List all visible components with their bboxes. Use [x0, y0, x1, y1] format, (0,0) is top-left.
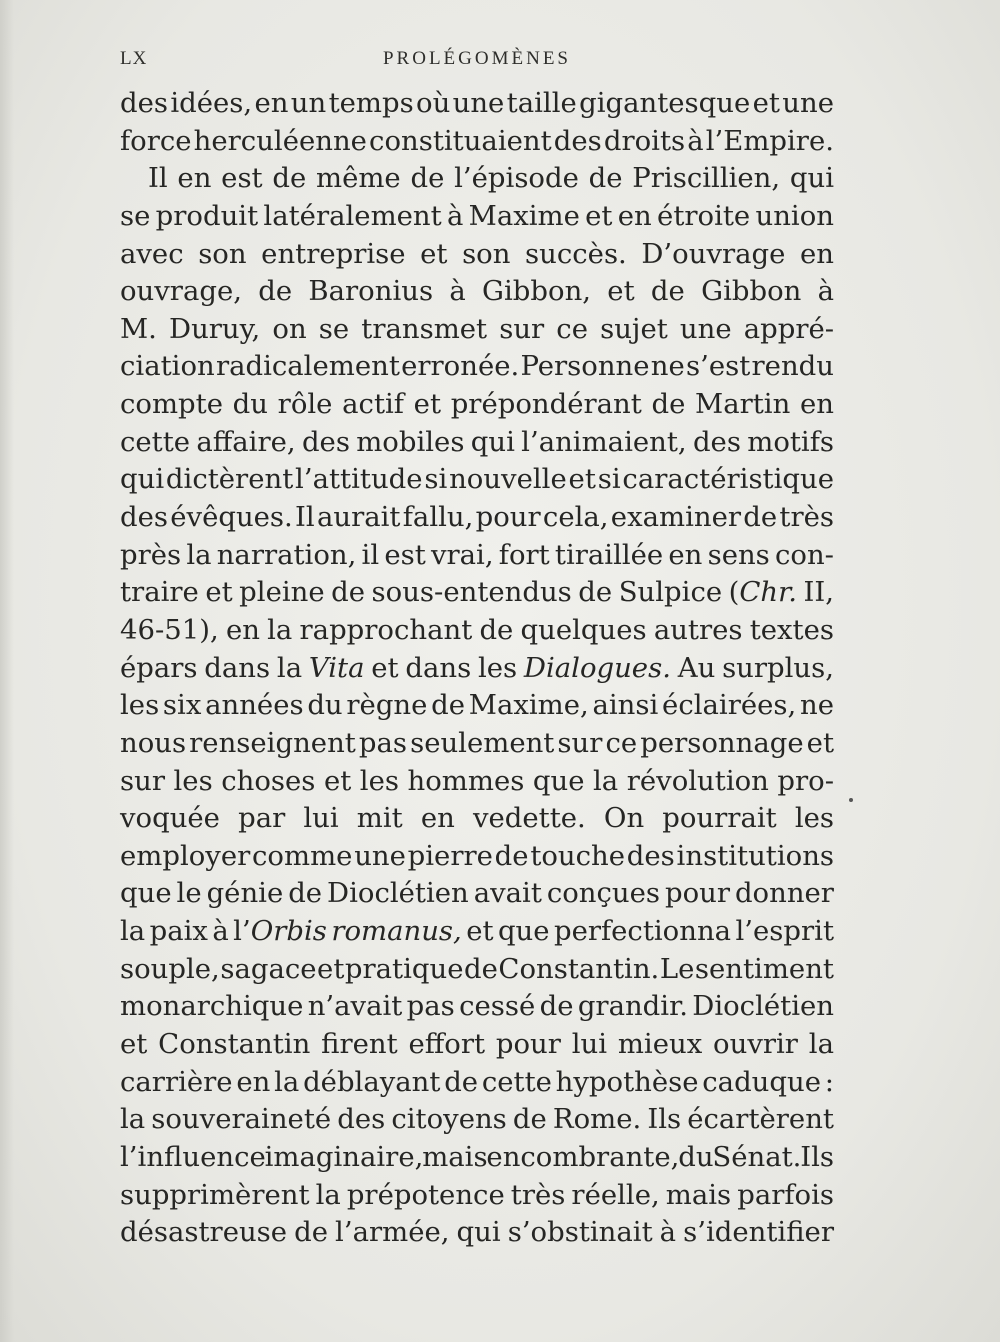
page-gutter-shadow [0, 0, 14, 1342]
text-line [120, 1101, 834, 1139]
text-line [120, 311, 834, 349]
text-segment: M. Duruy, on se transmet sur ce sujet une appré- [120, 312, 835, 345]
text-segment: Au surplus, [670, 651, 835, 684]
text-segment: 46-51), en la rapprochant de quelques autres textes [120, 613, 834, 646]
text-segment: près la narration, il est vrai, fort tiraillée en sens con- [120, 538, 834, 571]
text-segment: nous renseignent pas seulement sur ce personnage et [120, 726, 835, 759]
text-line [120, 424, 834, 462]
text-segment: ouvrage, de Baronius à Gibbon, et de Gibbon à [120, 275, 835, 308]
italic-text-segment: Vita [308, 651, 365, 684]
text-segment: qui dictèrent l’attitude si nouvelle et si caractéristique [120, 463, 834, 496]
page-header [120, 48, 834, 74]
text-line [120, 461, 834, 499]
text-line [120, 1214, 834, 1252]
text-segment: souple, sagace et pratique de Constantin. Le sentiment [120, 952, 834, 985]
text-line [120, 499, 834, 537]
running-title: PROLÉGOMÈNES [382, 48, 571, 69]
text-line [120, 875, 834, 913]
italic-text-segment: Dialogues. [523, 651, 671, 684]
text-line [120, 537, 834, 575]
text-segment: supprimèrent la prépotence très réelle, mais parfois [120, 1178, 835, 1211]
text-segment: se produit latéralement à Maxime et en étroite union [120, 199, 834, 232]
text-line [120, 1026, 834, 1064]
text-line [120, 85, 834, 123]
text-line [120, 574, 834, 612]
text-line [120, 123, 834, 161]
text-segment: désastreuse de l’armée, qui s’obstinait à s’identifier [120, 1216, 834, 1249]
text-segment: force herculéenne constituaient des droits à l’Empire. [120, 124, 834, 157]
text-line [120, 236, 834, 274]
text-segment: épars dans la [120, 651, 309, 684]
text-line [120, 800, 834, 838]
text-line [120, 913, 834, 951]
text-segment: ciation radicalement erronée. Personne ne s’est rendu [120, 350, 834, 383]
text-segment: sur les choses et les hommes que la révolution pro- [120, 764, 835, 797]
text-line [120, 951, 834, 989]
text-line [120, 687, 834, 725]
text-line [120, 725, 834, 763]
italic-text-segment: Orbis romanus, [250, 915, 462, 948]
stray-ink-mark [849, 798, 853, 802]
text-line [120, 160, 834, 198]
text-line [120, 348, 834, 386]
text-segment: la souveraineté des citoyens de Rome. Ils écartèrent [120, 1103, 834, 1136]
text-segment: voquée par lui mit en vedette. On pourrait les [120, 802, 835, 835]
page-folio: LX [120, 48, 148, 69]
text-line [120, 386, 834, 424]
text-line [120, 612, 834, 650]
text-segment: carrière en la déblayant de cette hypothèse caduque : [120, 1065, 835, 1098]
italic-text-segment: Chr. [739, 576, 798, 609]
text-line [120, 650, 834, 688]
text-segment: compte du rôle actif et prépondérant de Martin en [120, 388, 835, 421]
text-segment: II, [797, 576, 835, 609]
text-segment: les six années du règne de Maxime, ainsi éclairées, ne [120, 689, 834, 722]
text-line [120, 988, 834, 1026]
text-line [120, 1064, 834, 1102]
text-segment: Il en est de même de l’épisode de Priscillien, qui [148, 162, 835, 195]
text-segment: avec son entreprise et son succès. D’ouvrage en [120, 237, 834, 270]
text-segment: la paix à l’ [120, 915, 251, 948]
text-segment: et Constantin firent effort pour lui mieux ouvrir la [120, 1028, 834, 1061]
text-line [120, 273, 834, 311]
text-segment: cette affaire, des mobiles qui l’animaient, des motifs [120, 425, 835, 458]
text-segment: que le génie de Dioclétien avait conçues pour donner [120, 877, 834, 910]
text-segment: des évêques. Il aurait fallu, pour cela, examiner de très [120, 501, 834, 534]
text-segment: traire et pleine de sous-entendus de Sulpice ( [120, 576, 740, 609]
text-segment: monarchique n’avait pas cessé de grandir. Dioclétien [120, 990, 834, 1023]
body-text [120, 85, 834, 1252]
text-line [120, 198, 834, 236]
text-segment: des idées, en un temps où une taille gigantesque et une [120, 87, 834, 119]
text-line [120, 838, 834, 876]
text-segment: l’influence imaginaire, mais encombrante, du Sénat. Ils [120, 1140, 835, 1173]
text-segment: et dans les [364, 651, 524, 684]
text-line [120, 1139, 834, 1177]
text-segment: et que perfectionna l’esprit [461, 915, 834, 948]
text-line [120, 1177, 834, 1215]
text-line [120, 763, 834, 801]
text-segment: employer comme une pierre de touche des institutions [120, 839, 835, 872]
